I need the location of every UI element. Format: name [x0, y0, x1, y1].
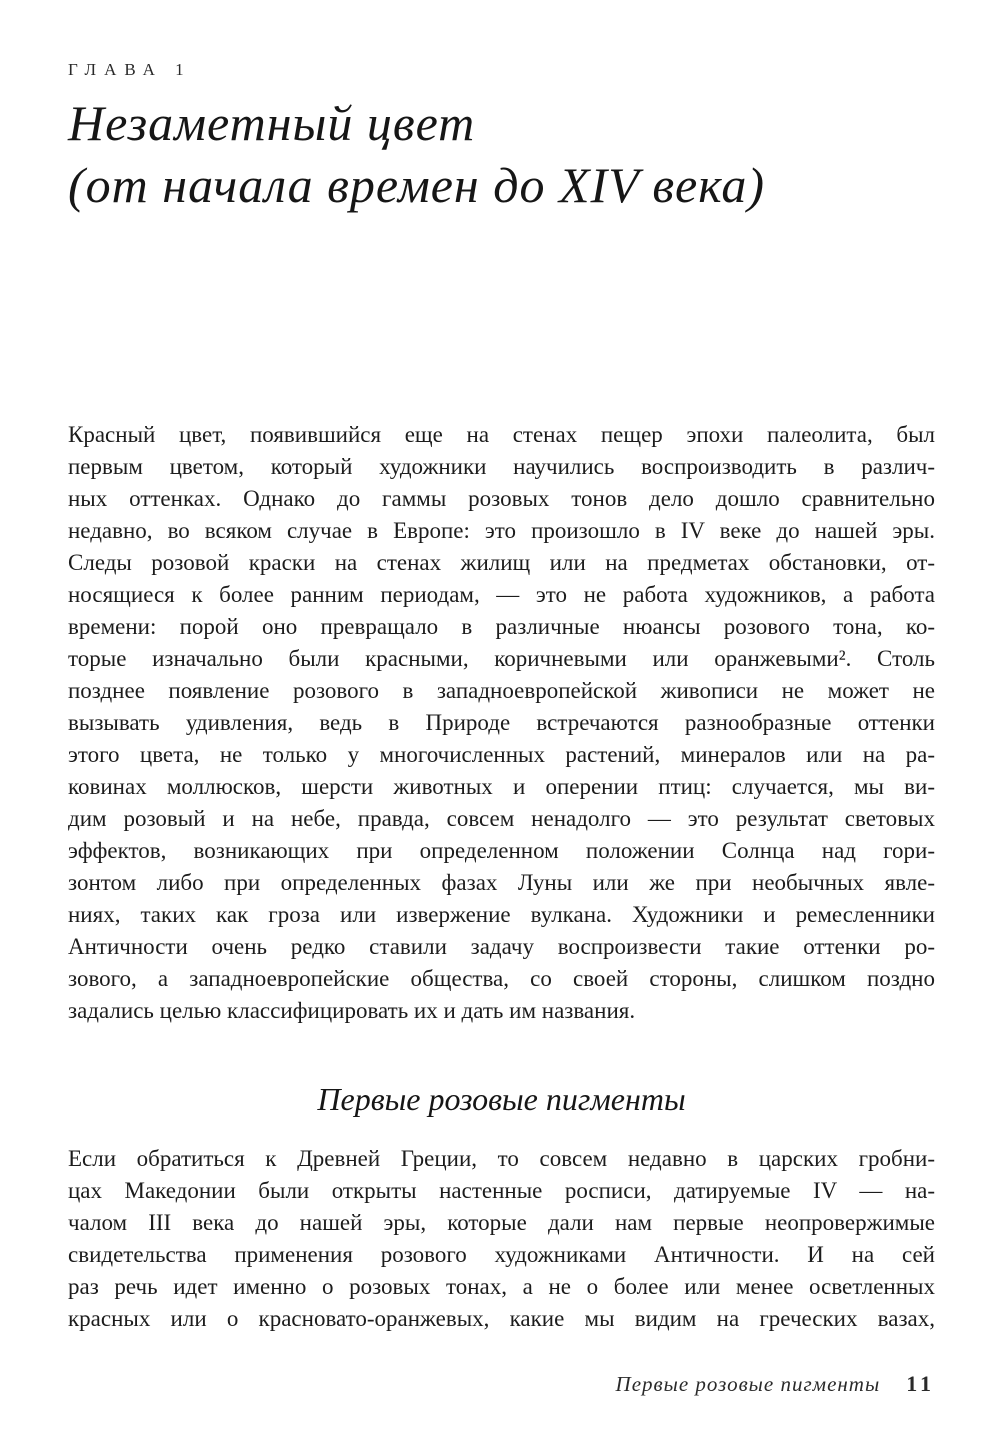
text-line: свидетельства применения розового художниками Античности. И на сей [68, 1242, 935, 1267]
text-line: Следы розовой краски на стенах жилищ или на предметах обстановки, от- [68, 550, 935, 575]
text-line: вызывать удивления, ведь в Природе встречаются разнообразные оттенки [68, 710, 935, 735]
text-line: позднее появление розового в западноевропейской живописи не может не [68, 678, 935, 703]
running-footer [68, 1371, 935, 1397]
text-line: времени: порой оно превращало в различные нюансы розового тона, ко- [68, 614, 935, 639]
text-line: носящиеся к более ранним периодам, — это не работа художников, а работа [68, 582, 935, 607]
text-line: зового, а западноевропейские общества, со своей стороны, слишком поздно [68, 966, 935, 991]
chapter-title-line-2: (от начала времен до XIV века) [68, 157, 766, 213]
text-line: торые изначально были красными, коричневыми или оранжевыми². Столь [68, 646, 935, 671]
text-line: Если обратиться к Древней Греции, то совсем недавно в царских гробни- [68, 1146, 935, 1171]
text-line: ковинах моллюсков, шерсти животных и оперении птиц: случается, мы ви- [68, 774, 935, 799]
text-line: ных оттенках. Однако до гаммы розовых тонов дело дошло сравнительно [68, 486, 935, 511]
text-line: цах Македонии были открыты настенные росписи, датируемые IV — на- [68, 1178, 935, 1203]
section-heading: Первые розовые пигменты [317, 1081, 686, 1117]
footer-running-title: Первые розовые пигменты [615, 1372, 881, 1396]
page-number: 11 [906, 1371, 935, 1396]
body-paragraph-2 [68, 1143, 935, 1335]
text-line: дим розовый и на небе, правда, совсем ненадолго — это результат световых [68, 806, 935, 831]
text-line: ниях, таких как гроза или извержение вулкана. Художники и ремесленники [68, 902, 935, 927]
chapter-label: ГЛАВА 1 [68, 60, 192, 79]
chapter-title-line-1: Незаметный цвет [68, 95, 476, 151]
text-line: первым цветом, который художники научились воспроизводить в различ- [68, 454, 935, 479]
text-line: чалом III века до нашей эры, которые дали нам первые неопровержимые [68, 1210, 935, 1235]
text-line: Античности очень редко ставили задачу воспроизвести такие оттенки ро- [68, 934, 935, 959]
text-line: раз речь идет именно о розовых тонах, а не о более или менее осветленных [68, 1274, 935, 1299]
text-line: недавно, во всяком случае в Европе: это произошло в IV веке до нашей эры. [68, 518, 935, 543]
text-line: эффектов, возникающих при определенном положении Солнца над гори- [68, 838, 935, 863]
text-line: Красный цвет, появившийся еще на стенах пещер эпохи палеолита, был [68, 422, 935, 447]
text-line: этого цвета, не только у многочисленных растений, минералов или на ра- [68, 742, 935, 767]
body-paragraph-1 [68, 419, 935, 1027]
text-line: красных или о красновато-оранжевых, какие мы видим на греческих вазах, [68, 1306, 935, 1331]
chapter-title [68, 92, 935, 216]
text-line: задались целью классифицировать их и дать им названия. [68, 998, 636, 1023]
text-line: зонтом либо при определенных фазах Луны или же при необычных явле- [68, 870, 935, 895]
